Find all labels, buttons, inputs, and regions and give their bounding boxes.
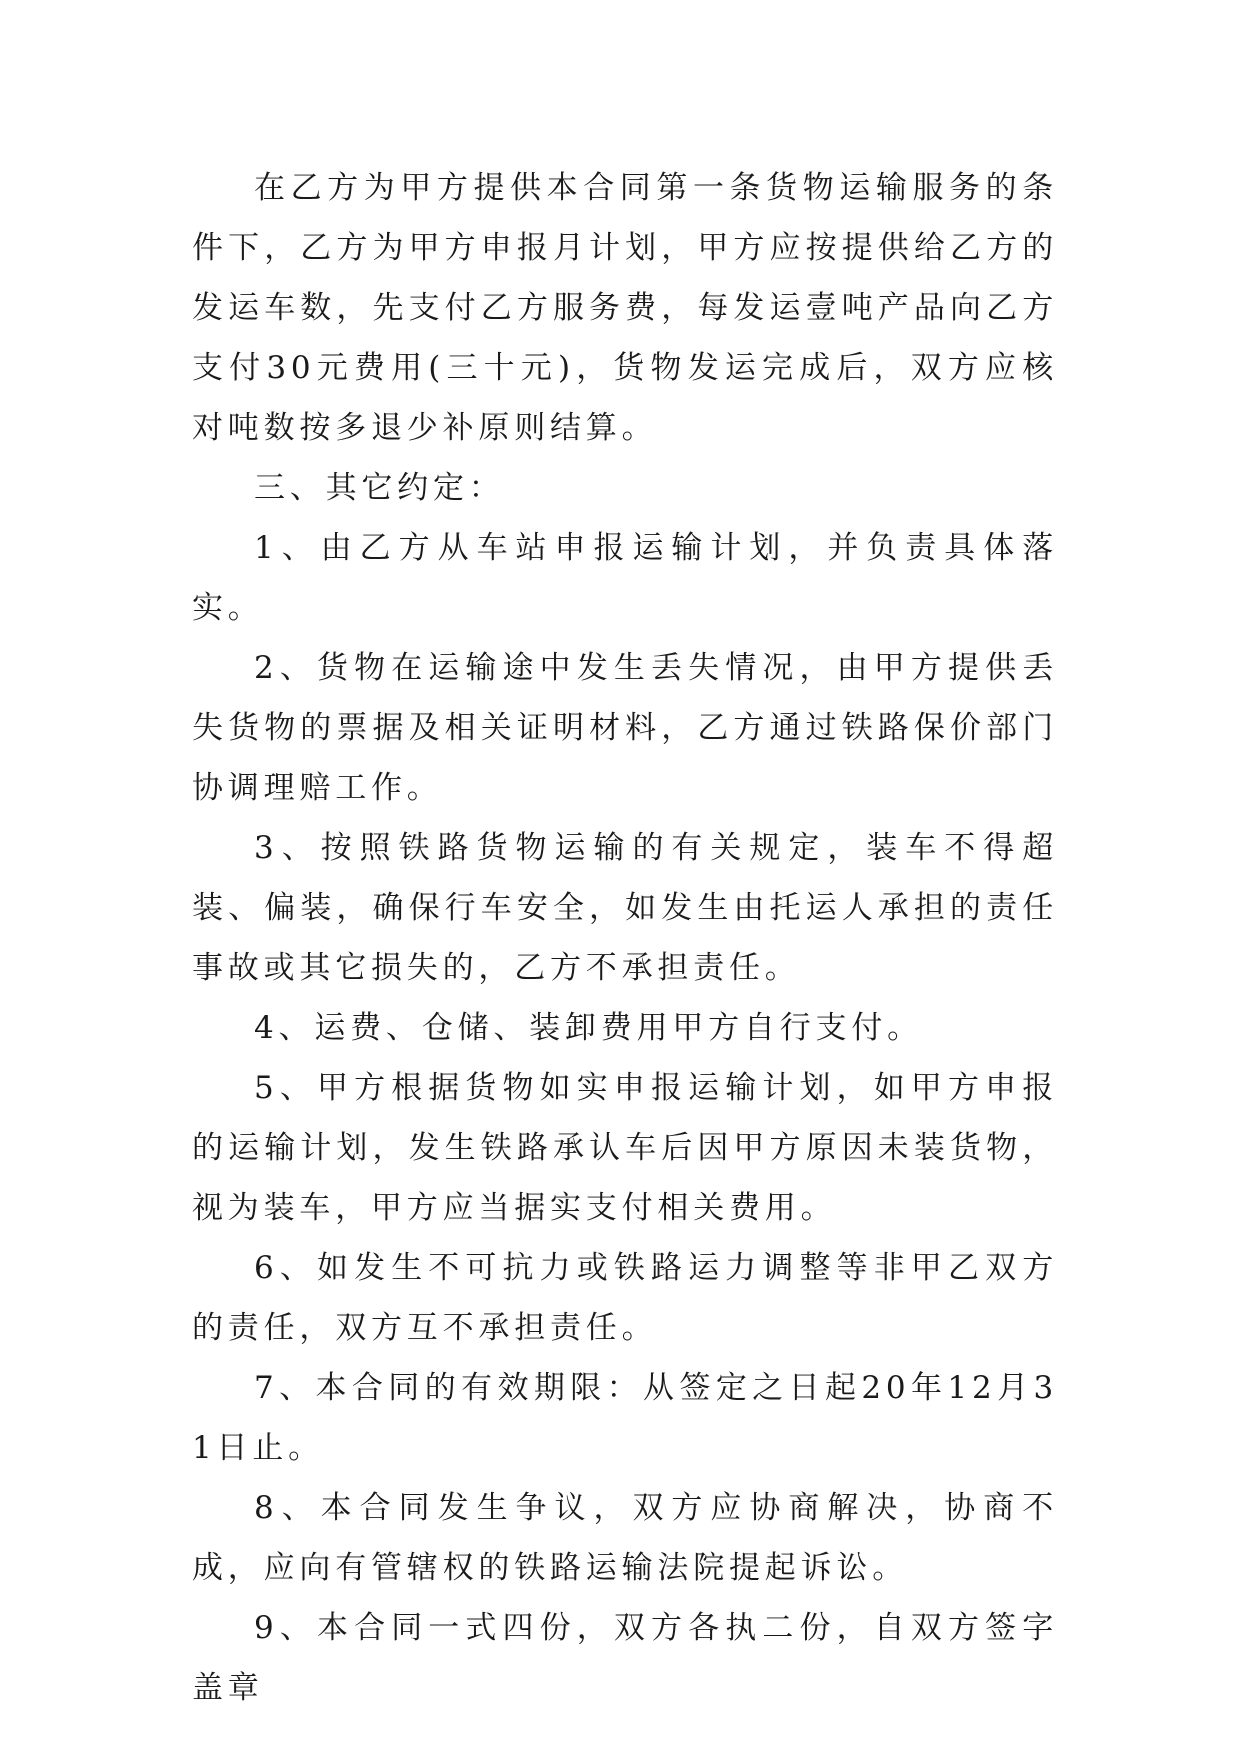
clause-5: 5、甲方根据货物如实申报运输计划，如甲方申报的运输计划，发生铁路承认车后因甲方原因未装货物，视为装车，甲方应当据实支付相关费用。 (192, 1070, 1058, 1226)
clause-2: 2、货物在运输途中发生丢失情况，由甲方提供丢失货物的票据及相关证明材料，乙方通过铁路保价部门协调理赔工作。 (192, 650, 1058, 806)
clause-4: 4、运费、仓储、装卸费用甲方自行支付。 (254, 1010, 923, 1046)
clause-6: 6、如发生不可抗力或铁路运力调整等非甲乙双方的责任，双方互不承担责任。 (192, 1250, 1058, 1346)
clause-7: 7、本合同的有效期限：从签定之日起20年12月31日止。 (192, 1370, 1058, 1466)
clause-9: 9、本合同一式四份，双方各执二份，自双方签字盖章 (192, 1610, 1058, 1706)
clause-3: 3、按照铁路货物运输的有关规定，装车不得超装、偏装，确保行车安全，如发生由托运人承担的责任事故或其它损失的，乙方不承担责任。 (192, 830, 1058, 986)
clause-8: 8、本合同发生争议，双方应协商解决，协商不成，应向有管辖权的铁路运输法院提起诉讼。 (192, 1490, 1058, 1586)
section-heading-other-agreements: 三、其它约定： (254, 470, 505, 506)
clause-1: 1、由乙方从车站申报运输计划，并负责具体落实。 (192, 530, 1058, 626)
paragraph-payment-terms: 在乙方为甲方提供本合同第一条货物运输服务的条件下，乙方为甲方申报月计划，甲方应按提供给乙方的发运车数，先支付乙方服务费，每发运壹吨产品向乙方支付30元费用(三十元)，货物发运完成后，双方应核对吨数按多退少补原则结算。 (192, 170, 1058, 446)
document-body (192, 158, 1058, 1718)
